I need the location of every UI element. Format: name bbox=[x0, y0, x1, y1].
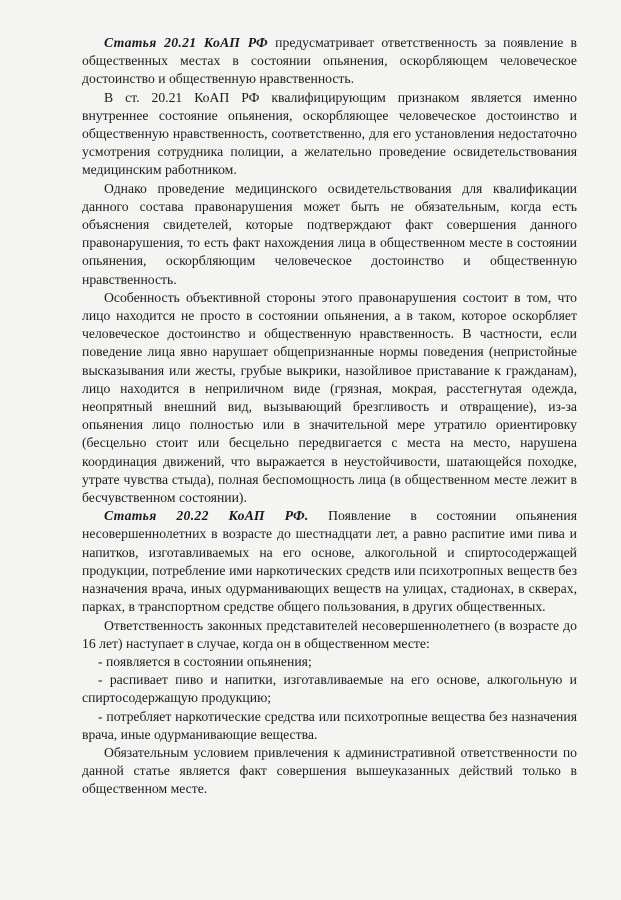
paragraph-art-20-21 bbox=[82, 34, 577, 89]
article-20-22-heading: Статья 20.22 КоАП РФ. bbox=[104, 508, 309, 524]
list-item: - появляется в состоянии опьянения; bbox=[98, 653, 312, 669]
paragraph-medical-exam: Однако проведение медицинского освидетельствования для квалификации данного состава правонарушения может быть не обязательным, когда есть объяснения свидетелей, которые подтверждают факт совершения данного правонарушения, то есть факт нахождения лица в общественном месте в состоянии опьянения, оскорбляющим человеческое достоинство и общественную нравственность. bbox=[82, 180, 577, 287]
paragraph-text: Появление в состоянии опьянения несовершеннолетних в возрасте до шестнадцати лет, а равно распитие ими пива и напитков, изготавливаемых на его основе, алкогольной и спиртосодержащей продукции, потребление ими наркотических средств или психотропных веществ без назначения врача, иных одурманивающих веществ на улицах, стадионах, в скверах, парках, в транспортном средстве общего пользования, в других общественных. bbox=[82, 508, 577, 615]
article-20-21-heading: Статья 20.21 КоАП РФ bbox=[104, 35, 268, 50]
paragraph-objective-side: Особенность объективной стороны этого правонарушения состоит в том, что лицо находится не просто в состоянии опьянения, а в таком, которое оскорбляет человеческое достоинство и общественную нравственность. В частности, если поведение лица явно нарушает общепризнанные нормы поведения (непристойные высказывания или жесты, грубые выкрики, назойливое приставание к гражданам), лицо находится в неприличном виде (грязная, мокрая, расстегнутая одежда, неопрятный внешний вид, вызывающий брезгливость и отвращение), из-за опьянения лицо полностью или в значительной мере утратило ориентировку (бесцельно стоит или бесцельно передвигается с места на место, нарушена координация движений, что выражается в неустойчивости, шатающейся походке, утрате чувства стыда), полная беспомощность лица (в общественном месте лежит в бесчувственном состоянии). bbox=[82, 289, 577, 506]
list-item: - потребляет наркотические средства или психотропные вещества без назначения врача, иные одурманивающие вещества. bbox=[82, 708, 577, 742]
list-item: - распивает пиво и напитки, изготавливаемые на его основе, алкогольную и спиртосодержащую продукцию; bbox=[82, 672, 577, 706]
paragraph-text: предусматривает ответственность за появление в общественных местах в состоянии опьянения, оскорбляющем человеческое достоинство и общественную нравственность. bbox=[82, 35, 577, 87]
paragraph-closing: Обязательным условием привлечения к административной ответственности по данной статье является факт совершения вышеуказанных действий только в общественном месте. bbox=[82, 744, 577, 797]
paragraph-qualifying-sign: В ст. 20.21 КоАП РФ квалифицирующим признаком является именно внутреннее состояние опьянения, оскорбляющее человеческое достоинство и общественную нравственность, соответственно, для его установления недостаточно усмотрения сотрудника полиции, а желательно проведение освидетельствования медицинским работником. bbox=[82, 89, 577, 178]
paragraph-guardian-liability: Ответственность законных представителей несовершеннолетнего (в возрасте до 16 лет) наступает в случае, когда он в общественном месте: bbox=[82, 617, 577, 651]
paragraph-art-20-22 bbox=[82, 507, 577, 616]
